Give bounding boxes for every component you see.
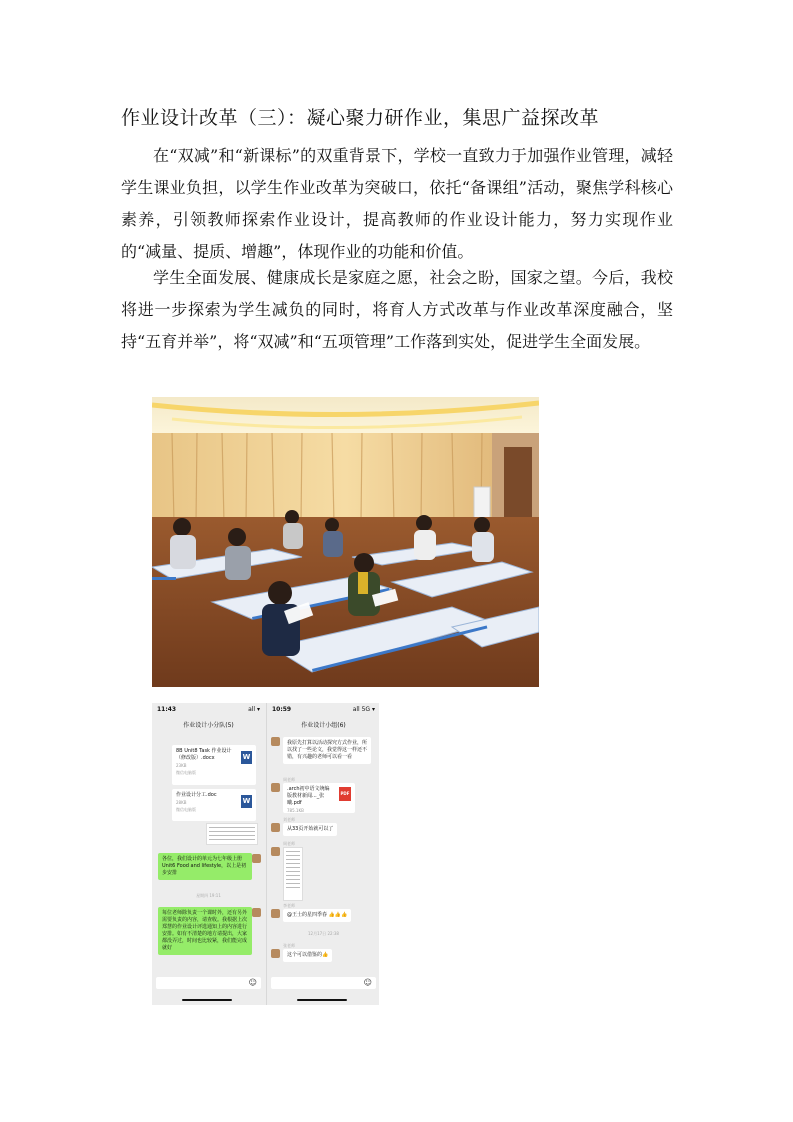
sender-name: 刘老师 <box>283 817 295 822</box>
timestamp-right: 12月17日 22:38 <box>308 931 339 936</box>
signal-icon: all ▾ <box>248 706 260 713</box>
file-name-2: 作业设计分工.doc <box>176 792 217 798</box>
sender-name: 李老师 <box>283 903 295 908</box>
message-assignment[interactable]: 每位老师除负责一个课时外，还有另外需要负责的内容，请查收。我根据上次郑慧的作业设计评选通知上的内容进行安排。如有不清楚的地方请提出，大家都没弄过，时间也比较紧，我们能完成就好 <box>158 907 252 955</box>
sender-name: 张老师 <box>283 943 295 948</box>
image-thumbnail[interactable] <box>206 823 258 845</box>
classroom-photo <box>152 397 539 687</box>
word-file-icon: W <box>241 795 252 808</box>
status-bar-left <box>152 703 265 720</box>
emoji-icon[interactable]: ☺ <box>248 978 257 987</box>
paragraph-intro: 在“双减”和“新课标”的双重背景下，学校一直致力于加强作业管理，减轻学生课业负担，以学生作业改革为突破口，依托“备课组”活动，聚焦学科核心素养，引领教师探索作业设计，提高教师的作业设计能力，努力实现作业的“减量、提质、增趣”，体现作业的功能和价值。 <box>121 146 673 261</box>
avatar[interactable] <box>271 823 280 832</box>
sender-name: 周老师 <box>283 841 295 846</box>
file-source-2: 微信电脑版 <box>176 807 196 812</box>
message-mention[interactable]: @王士的星四季春 👍👍👍 <box>283 909 351 922</box>
pdf-file-message[interactable] <box>283 783 355 813</box>
word-file-icon: W <box>241 751 252 764</box>
file-message-1[interactable] <box>172 745 256 785</box>
avatar[interactable] <box>271 847 280 856</box>
timestamp-left: 星期四 19:11 <box>196 893 221 898</box>
status-time-left: 11:43 <box>157 706 177 713</box>
message-research[interactable]: 我原先打算以活动探究方式作业，所以找了一些论文，我觉得这一样还不错，有兴趣的老师可以看一看 <box>283 737 371 764</box>
message-input-left[interactable] <box>156 977 261 989</box>
file-source-1: 微信电脑版 <box>176 770 196 775</box>
wechat-screenshots <box>152 703 379 1005</box>
document-thumbnail[interactable] <box>283 847 303 901</box>
emoji-icon[interactable]: ☺ <box>363 978 372 987</box>
pdf-file-icon: PDF <box>339 787 351 801</box>
file-message-2[interactable] <box>172 789 256 821</box>
avatar[interactable] <box>271 949 280 958</box>
message-input-right[interactable] <box>271 977 376 989</box>
avatar[interactable] <box>252 908 261 917</box>
pdf-file-size: 785.1KB <box>287 808 304 813</box>
home-indicator <box>297 999 347 1001</box>
message-reference[interactable]: 这个可以借鉴的👍 <box>283 949 332 962</box>
chat-title-left[interactable]: 作业设计小分队(5) <box>183 722 234 729</box>
signal-icon: all 5G ▾ <box>352 706 375 713</box>
file-size-2: 28KB <box>176 800 187 805</box>
file-name-1: 8B Unit8 Task 作业设计（修改版）.docx <box>176 748 232 761</box>
chat-left-screen <box>152 703 265 1005</box>
status-time-right: 10:59 <box>272 706 292 713</box>
home-indicator <box>182 999 232 1001</box>
avatar[interactable] <box>252 854 261 863</box>
chat-right-screen <box>266 703 379 1005</box>
message-page-hint[interactable]: 从33页开始就可以了 <box>283 823 337 836</box>
pdf-file-name: .arch初中语文统编版教材新闻..._张曦.pdf <box>287 786 330 806</box>
document-title: 作业设计改革（三）：凝心聚力研作业，集思广益探改革 <box>121 107 600 129</box>
avatar[interactable] <box>271 737 280 746</box>
avatar[interactable] <box>271 783 280 792</box>
paragraph-outlook: 学生全面发展、健康成长是家庭之愿，社会之盼，国家之望。今后，我校将进一步探索为学生减负的同时，将育人方式改革与作业改革深度融合，坚持“五育并举”，将“双减”和“五项管理”工作落到实处，促进学生全面发展。 <box>121 268 673 351</box>
sender-name: 周老师 <box>283 777 295 782</box>
message-schedule[interactable]: 各位，我们设计的单元为七年级上册Unit6 Food and lifestyle，以上是初步安排 <box>158 853 252 880</box>
avatar[interactable] <box>271 909 280 918</box>
chat-title-right[interactable]: 作业设计小组(6) <box>301 722 346 729</box>
file-size-1: 23KB <box>176 763 187 768</box>
classroom-photo-illustration <box>152 397 539 687</box>
status-bar-right <box>267 703 379 720</box>
